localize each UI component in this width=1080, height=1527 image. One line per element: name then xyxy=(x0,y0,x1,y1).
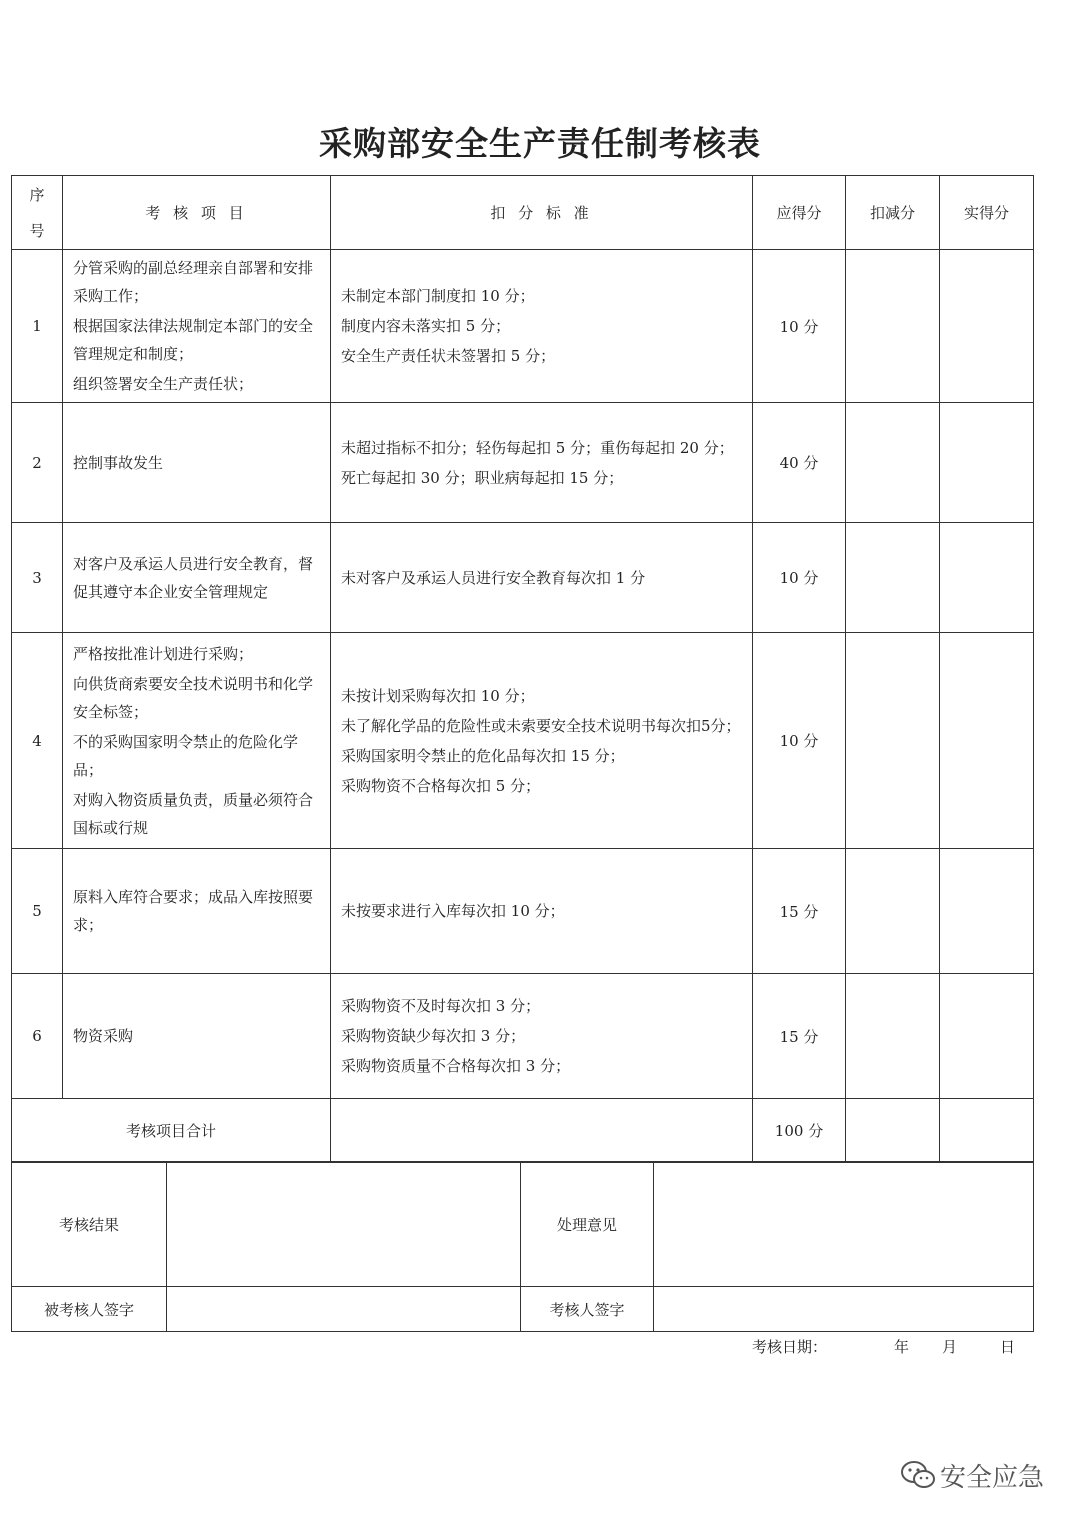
item-line: 对购入物资质量负责，质量必须符合国标或行规 xyxy=(73,790,314,837)
watermark-text: 安全应急 xyxy=(940,1462,1045,1493)
table-row xyxy=(12,403,1034,523)
row-items xyxy=(63,974,331,1099)
total-deduct-cell[interactable] xyxy=(846,1099,940,1163)
wechat-icon xyxy=(900,1460,936,1490)
row-seq: 1 xyxy=(12,250,63,403)
total-criteria-cell[interactable] xyxy=(331,1099,753,1163)
table-row xyxy=(12,523,1034,633)
row-seq: 6 xyxy=(12,974,63,1099)
row-criteria xyxy=(331,849,753,974)
signature-table xyxy=(11,1161,1034,1332)
criteria-line: 未制定本部门制度扣 10 分； xyxy=(341,287,535,305)
criteria-line: 采购物资质量不合格每次扣 3 分； xyxy=(341,1057,571,1075)
row-criteria xyxy=(331,523,753,633)
row-deduct-cell[interactable] xyxy=(846,849,940,974)
row-seq: 4 xyxy=(12,633,63,849)
header-due-score: 应得分 xyxy=(753,176,846,250)
row-deduct-cell[interactable] xyxy=(846,403,940,523)
criteria-line: 死亡每起扣 30 分；职业病每起扣 15 分； xyxy=(341,468,624,487)
row-items xyxy=(63,523,331,633)
table-row xyxy=(12,633,1034,849)
row-seq: 5 xyxy=(12,849,63,974)
item-line: 原料入库符合要求；成品入库按照要求； xyxy=(73,888,314,934)
criteria-line: 未对客户及承运人员进行安全教育每次扣 1 分 xyxy=(341,568,646,587)
row-criteria xyxy=(331,633,753,849)
row-due-score: 40 分 xyxy=(753,403,846,523)
header-item: 考 核 项 目 xyxy=(63,176,331,250)
row-items xyxy=(63,250,331,403)
assessment-date xyxy=(752,1336,1032,1358)
examinee-sign-label: 被考核人签字 xyxy=(12,1287,167,1332)
criteria-line: 未了解化学品的危险性或未索要安全技术说明书每次扣5分； xyxy=(341,716,741,735)
row-criteria xyxy=(331,250,753,403)
row-deduct-cell[interactable] xyxy=(846,974,940,1099)
row-actual-cell[interactable] xyxy=(940,523,1034,633)
criteria-line: 未超过指标不扣分；轻伤每起扣 5 分；重伤每起扣 20 分； xyxy=(341,438,734,457)
item-line: 向供货商索要安全技术说明书和化学安全标签； xyxy=(73,674,314,721)
row-deduct-cell[interactable] xyxy=(846,633,940,849)
item-line: 严格按批准计划进行采购； xyxy=(73,644,254,663)
criteria-line: 采购物资不及时每次扣 3 分； xyxy=(341,997,541,1015)
date-day: 日 xyxy=(1000,1338,1016,1356)
row-actual-cell[interactable] xyxy=(940,403,1034,523)
item-line: 不的采购国家明令禁止的危险化学品； xyxy=(73,732,299,779)
header-actual-score: 实得分 xyxy=(940,176,1034,250)
opinion-field[interactable] xyxy=(654,1162,1034,1287)
row-actual-cell[interactable] xyxy=(940,974,1034,1099)
row-due-score: 15 分 xyxy=(753,849,846,974)
item-line: 物资采购 xyxy=(73,1027,134,1045)
item-line: 对客户及承运人员进行安全教育，督促其遵守本企业安全管理规定 xyxy=(73,554,314,601)
row-actual-cell[interactable] xyxy=(940,250,1034,403)
row-items xyxy=(63,403,331,523)
row-deduct-cell[interactable] xyxy=(846,523,940,633)
opinion-label: 处理意见 xyxy=(521,1162,654,1287)
item-line: 根据国家法律法规制定本部门的安全管理规定和制度； xyxy=(73,317,314,363)
row-actual-cell[interactable] xyxy=(940,633,1034,849)
criteria-line: 采购物资不合格每次扣 5 分； xyxy=(341,776,541,795)
row-deduct-cell[interactable] xyxy=(846,250,940,403)
row-due-score: 10 分 xyxy=(753,523,846,633)
page-title: 采购部安全生产责任制考核表 xyxy=(319,124,761,163)
row-items xyxy=(63,849,331,974)
row-due-score: 10 分 xyxy=(753,633,846,849)
criteria-line: 未按计划采购每次扣 10 分； xyxy=(341,686,535,705)
table-row xyxy=(12,849,1034,974)
examiner-sign-field[interactable] xyxy=(654,1287,1034,1332)
examinee-sign-field[interactable] xyxy=(167,1287,521,1332)
date-label: 考核日期： xyxy=(752,1338,828,1356)
examiner-sign-label: 考核人签字 xyxy=(521,1287,654,1332)
table-row xyxy=(12,250,1034,403)
row-criteria xyxy=(331,403,753,523)
total-row xyxy=(12,1099,1034,1163)
date-month: 月 xyxy=(942,1338,958,1356)
row-due-score: 10 分 xyxy=(753,250,846,403)
item-line: 分管采购的副总经理亲自部署和安排采购工作； xyxy=(73,259,314,305)
criteria-line: 制度内容未落实扣 5 分； xyxy=(341,317,511,335)
item-line: 组织签署安全生产责任状； xyxy=(73,375,254,393)
criteria-line: 安全生产责任状未签署扣 5 分； xyxy=(341,347,556,365)
assessment-table xyxy=(11,175,1034,1163)
header-seq: 序 号 xyxy=(12,176,63,250)
item-line: 控制事故发生 xyxy=(73,453,164,472)
total-label: 考核项目合计 xyxy=(12,1099,331,1163)
criteria-line: 采购物资缺少每次扣 3 分； xyxy=(341,1027,526,1045)
total-score: 100 分 xyxy=(753,1099,846,1163)
result-field[interactable] xyxy=(167,1162,521,1287)
row-items xyxy=(63,633,331,849)
result-label: 考核结果 xyxy=(12,1162,167,1287)
row-seq: 3 xyxy=(12,523,63,633)
table-row xyxy=(12,974,1034,1099)
table-header-row xyxy=(12,176,1034,250)
header-deduct-score: 扣减分 xyxy=(846,176,940,250)
row-due-score: 15 分 xyxy=(753,974,846,1099)
criteria-line: 采购国家明令禁止的危化品每次扣 15 分； xyxy=(341,746,625,765)
row-actual-cell[interactable] xyxy=(940,849,1034,974)
date-year: 年 xyxy=(894,1338,910,1356)
watermark xyxy=(900,1455,1044,1495)
header-criteria: 扣 分 标 准 xyxy=(331,176,753,250)
total-actual-cell[interactable] xyxy=(940,1099,1034,1163)
row-seq: 2 xyxy=(12,403,63,523)
criteria-line: 未按要求进行入库每次扣 10 分； xyxy=(341,902,565,920)
row-criteria xyxy=(331,974,753,1099)
